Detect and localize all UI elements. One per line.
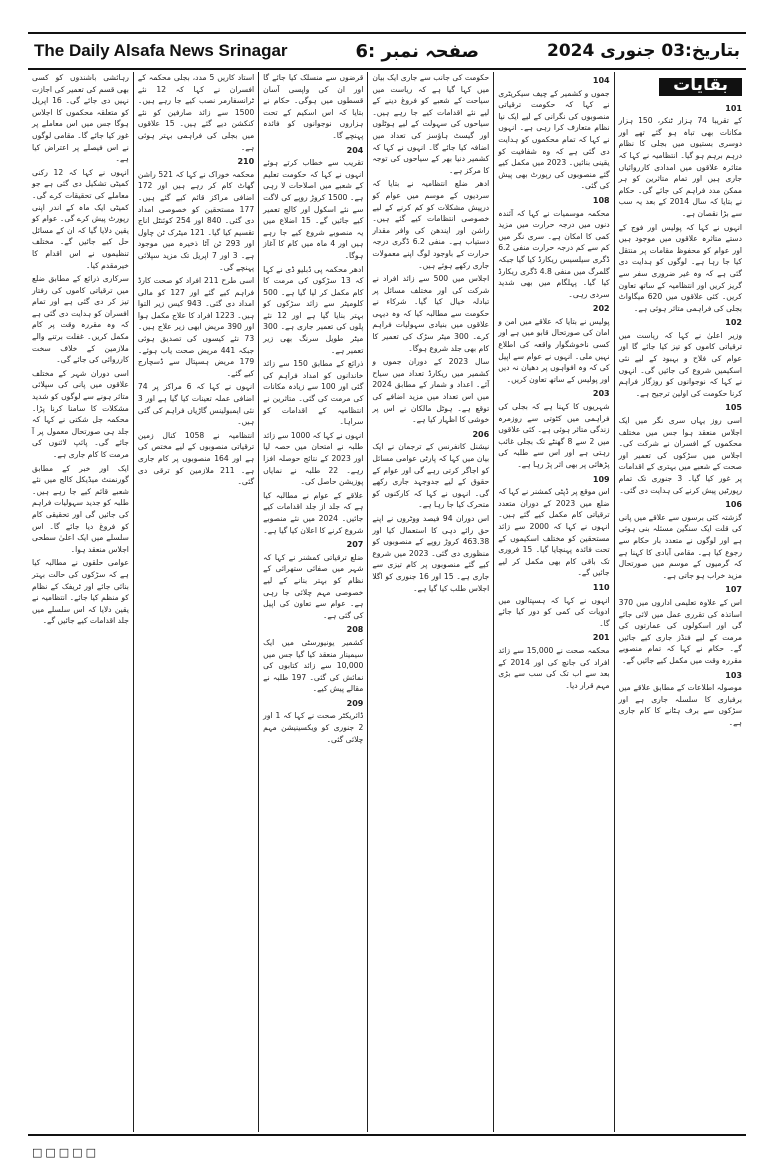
article-paragraph: ایک اور خبر کے مطابق گورنمنٹ میڈیکل کالج میں نئے شعبے قائم کیے جا رہے ہیں۔ طلبہ کو جدید سہولیات فراہم کی جائیں گی اور تحقیقی کام کو فروغ دیا جائے گا۔ اس سلسلے میں ایک اعلیٰ سطحی اجلاس منعقد ہوا۔ — [32, 463, 129, 554]
continuation-tag: 209 — [346, 698, 364, 708]
column-3 — [367, 72, 493, 1132]
column-1-items — [619, 103, 742, 729]
article-paragraph: استاد کاریں 5 مدد، بجلی محکمہ کے افسران نے کہا کہ 12 نئے ٹرانسفارمر نصب کیے جا رہے ہیں۔ 1500 سے زائد صارفین کو نئے کنکشن دیے گئے ہیں۔ 15 علاقوں میں بجلی کی فراہمی بہتر ہوئی ہے۔ — [137, 73, 255, 152]
article-columns — [28, 72, 746, 1132]
masthead — [28, 32, 746, 70]
article-paragraph: محکمہ موسمیات نے کہا کہ آئندہ دنوں میں درجہ حرارت میں مزید کمی کا امکان ہے۔ سری نگر میں کم سے کم درجہ حرارت منفی 6.2 ڈگری سیلسیس ریکارڈ کیا گیا جبکہ گلمرگ میں منفی 4.8 ڈگری ریکارڈ کیا گیا۔ پہلگام میں بھی شدید سردی رہی۔ — [498, 208, 610, 299]
article-paragraph: اسی روز یہاں سری نگر میں ایک اجلاس منعقد ہوا جس میں مختلف محکموں کے افسران نے شرکت کی۔ اجلاس میں سڑکوں کی تعمیر اور صحت کے شعبے میں بہتری کے اقدامات پر غور کیا گیا۔ 3 جنوری تک تمام رپورٹیں پیش کرنے کی ہدایت دی گئی۔ — [618, 416, 742, 495]
article-paragraph: اس دوران 94 فیصد ووٹروں نے اپنے حق رائے دہی کا استعمال کیا اور 463.38 کروڑ روپے کے منصوبوں کو منظوری دی گئی۔ 2023 میں شروع کیے گئے منصوبوں پر کام تیزی سے جاری ہے۔ 15 اور 16 جنوری کو اگلا اجلاس طلب کیا گیا ہے۔ — [372, 513, 490, 593]
article-paragraph: سرکاری ذرائع کے مطابق ضلع میں ترقیاتی کاموں کی رفتار تیز کر دی گئی ہے اور تمام افسران کو ہدایت دی گئی ہے کہ وہ مقررہ وقت پر کام مکمل کریں۔ غفلت برتنے والے ملازمین کے خلاف سخت کارروائی کی جائے گی۔ — [32, 274, 129, 365]
article-paragraph: ادھر محکمہ پی ڈبلیو ڈی نے کہا کہ 13 سڑکوں کی مرمت کا کام مکمل کر لیا گیا ہے۔ 500 کلومیٹر سے زائد سڑکوں کو بہتر بنایا گیا ہے اور 12 نئے پلوں کی تعمیر جاری ہے۔ 300 میٹر طویل سرنگ بھی زیر تعمیر ہے۔ — [263, 264, 364, 355]
article-paragraph: تقریب سے خطاب کرتے ہوئے انہوں نے کہا کہ حکومت تعلیم کے شعبے میں اصلاحات لا رہی ہے۔ 1500 کروڑ روپے کی لاگت سے نئے اسکول اور کالج تعمیر کیے جائیں گے۔ 15 اضلاع میں یہ منصوبے شروع کیے جا رہے ہیں اور 4 ماہ میں کام کا آغاز ہوگا۔ — [263, 158, 364, 260]
continuation-tag: 103 — [725, 670, 742, 680]
continuation-tag: 108 — [592, 195, 610, 205]
article-paragraph: اس کے علاوہ تعلیمی اداروں میں 370 اساتذہ کی تقرری عمل میں لائی جائے گی اور اسکولوں کی عمارتوں کی مرمت کے لیے فنڈز جاری کیے جائیں گے۔ حکام نے کہا کہ تمام منصوبے مقررہ وقت میں مکمل کیے جائیں گے۔ — [618, 597, 742, 665]
article-paragraph: ادھر ضلع انتظامیہ نے بتایا کہ سردیوں کے موسم میں عوام کو درپیش مشکلات کو کم کرنے کے لیے خصوصی انتظامات کیے گئے ہیں۔ راشن اور ایندھن کی وافر مقدار دستیاب ہے۔ منفی 6.2 ڈگری درجہ حرارت کے باوجود لوگ اپنے معمولات جاری رکھے ہوئے ہیں۔ — [372, 179, 490, 270]
article-paragraph: علاقے کے عوام نے مطالبہ کیا ہے کہ جلد از جلد اقدامات کیے جائیں۔ 2024 میں نئے منصوبے شروع کرنے کا اعلان کیا گیا ہے۔ — [263, 490, 364, 535]
continuation-tag: 210 — [237, 157, 255, 167]
article-paragraph: ضلع ترقیاتی کمشنر نے کہا کہ شہر میں صفائی ستھرائی کے نظام کو بہتر بنانے کے لیے خصوصی مہم چلائی جا رہی ہے۔ عوام سے تعاون کی اپیل کی گئی ہے۔ — [263, 552, 364, 620]
article-paragraph: انہوں نے کہا کہ 12 رکنی کمیٹی تشکیل دی گئی ہے جو معاملے کی تحقیقات کرے گی۔ کمیٹی ایک ماہ کے اندر اپنی رپورٹ پیش کرے گی۔ عوام کو یقین دلایا گیا کہ ان کے مسائل حل کیے جائیں گے۔ مختلف تنظیموں نے اس اقدام کا خیرمقدم کیا۔ — [32, 167, 129, 270]
article-paragraph: کے تقریبا 74 ہزار ٹنکر، 150 ہزار مکانات بھی تباہ ہو گئے تھے اور دوسری بستیوں میں بجلی کا نظام درہم برہم ہو گیا۔ انتظامیہ نے کہا کہ متاثرہ علاقوں میں امدادی کارروائیاں جاری ہیں اور تمام متاثرین کو ہر ممکن مدد فراہم کی جائے گی۔ حکام نے بتایا کہ سال 2014 کے بعد یہ سب سے بڑا نقصان ہے۔ — [618, 116, 742, 218]
continuation-tag: 107 — [725, 585, 742, 595]
article-paragraph: انہوں نے کہا کہ پولیس اور فوج کے دستے متاثرہ علاقوں میں موجود ہیں اور عوام کو محفوظ مقامات پر منتقل کیا جا رہا ہے۔ لوگوں کو ہدایت دی گئی ہے کہ وہ غیر ضروری سفر سے گریز کریں اور انتظامیہ کے ساتھ تعاون کریں۔ کئی علاقوں میں 620 میگاواٹ بجلی کی فراہمی متاثر ہوئی ہے۔ — [618, 222, 742, 313]
continuation-tag: 207 — [346, 540, 364, 550]
article-paragraph: پولیس نے بتایا کہ علاقے میں امن و امان کی صورتحال قابو میں ہے اور کسی ناخوشگوار واقعہ کی اطلاع نہیں ملی۔ انہوں نے عوام سے اپیل کی کہ وہ افواہوں پر دھیان نہ دیں اور پولیس کے ساتھ تعاون کریں۔ — [498, 316, 610, 384]
article-paragraph: ڈائریکٹر صحت نے کہا کہ 1 اور 2 جنوری کو ویکسینیشن مہم چلائی گئی۔ — [263, 711, 364, 744]
section-banner: بقایات — [659, 78, 742, 96]
bottom-rule — [28, 1134, 746, 1136]
article-paragraph: اس موقع پر ڈپٹی کمشنر نے کہا کہ ضلع میں 2023 کے دوران متعدد ترقیاتی کام مکمل کیے گئے ہیں۔ انہوں نے کہا کہ 2000 سے زائد مستحقین کو مختلف اسکیموں کے تحت فائدہ پہنچایا گیا۔ 15 فروری تک باقی کام بھی مکمل کر لیے جائیں گے۔ — [498, 487, 610, 578]
continuation-tag: 102 — [725, 318, 742, 328]
article-paragraph: اجلاس میں 500 سے زائد افراد نے شرکت کی اور مختلف مسائل پر تبادلہ خیال کیا گیا۔ شرکاء نے حکومت سے مطالبہ کیا کہ وہ دیہی علاقوں میں بنیادی سہولیات فراہم کرے۔ 300 میٹر سڑک کی تعمیر کا کام بھی جلد شروع ہوگا۔ — [372, 274, 490, 353]
footer-marks: □□□□□ — [32, 1146, 99, 1159]
article-paragraph: گزشتہ کئی برسوں سے علاقے میں پانی کی قلت ایک سنگین مسئلہ بنی ہوئی ہے اور لوگوں نے متعدد بار حکام سے رجوع کیا ہے۔ مقامی آبادی کا کہنا ہے کہ گرمیوں کے موسم میں صورتحال مزید خراب ہو جاتی ہے۔ — [618, 512, 742, 580]
continuation-tag: 105 — [725, 403, 742, 413]
page-number-label: صفحہ نمبر :6 — [355, 40, 480, 62]
article-paragraph: انتظامیہ نے 1058 کنال زمین ترقیاتی منصوبوں کے لیے مختص کی ہے اور 164 منصوبوں پر کام جاری ہے۔ 211 ملازمین کو ترقی دی گئی۔ — [137, 430, 255, 487]
article-paragraph: محکمہ خوراک نے کہا کہ 521 راشن گھاٹ کام کر رہے ہیں اور 172 اضافی مراکز قائم کیے گئے ہیں۔ 177 مستحقین کو خصوصی امداد دی گئی۔ 840 اور 254 کوئنٹل اناج تقسیم کیا گیا۔ 121 میٹرک ٹن چاول اور 293 ٹن آٹا ذخیرہ میں موجود ہے۔ 3 اور 7 اپریل تک مزید سپلائی پہنچے گی۔ — [137, 169, 255, 272]
issue-date: بتاریخ:03 جنوری 2024 — [546, 41, 740, 61]
column-1 — [614, 72, 746, 1132]
continuation-tag: 202 — [592, 304, 610, 314]
column-4 — [258, 72, 367, 1132]
column-5 — [133, 72, 258, 1132]
article-paragraph: انہوں نے کہا کہ ہسپتالوں میں ادویات کی کمی کو دور کیا جائے گا۔ — [498, 595, 610, 628]
continuation-tag: 106 — [725, 500, 742, 510]
article-paragraph: حکومت کی جانب سے جاری ایک بیان میں کہا گیا ہے کہ ریاست میں سیاحت کے شعبے کو فروغ دینے کے لیے نئے اقدامات کیے جا رہے ہیں۔ سیاحوں کی سہولت کے لیے ہوٹلوں اور گیسٹ ہاؤسز کی تعداد میں اضافہ کیا جائے گا۔ انہوں نے کہا کہ کشمیر دنیا بھر کے سیاحوں کی توجہ کا مرکز ہے۔ — [372, 73, 490, 175]
article-paragraph: انہوں نے کہا کہ 1000 سے زائد طلبہ نے امتحان میں حصہ لیا اور 2023 کے نتائج حوصلہ افزا رہے۔ 22 طلبہ نے نمایاں پوزیشن حاصل کی۔ — [263, 430, 364, 487]
continuation-tag: 204 — [346, 145, 364, 155]
article-paragraph: جموں و کشمیر کے چیف سیکریٹری نے کہا کہ حکومت ترقیاتی منصوبوں کی نگرانی کے لیے ایک نیا نظام متعارف کرا رہی ہے۔ انہوں نے کہا کہ تمام محکموں کو ہدایت دی گئی ہے کہ وہ شفافیت کو یقینی بنائیں۔ 2023 میں مکمل کیے گئے منصوبوں کی رپورٹ بھی پیش کی گئی۔ — [498, 88, 610, 191]
newspaper-name: The Daily Alsafa News Srinagar — [34, 41, 288, 60]
continuation-tag: 110 — [592, 582, 610, 592]
article-paragraph: محکمہ صحت نے 15,000 سے زائد افراد کی جانچ کی اور 2014 کے بعد سے اب تک کی سب سے بڑی مہم قرار دیا۔ — [498, 645, 610, 690]
column-2 — [493, 72, 613, 1132]
continuation-tag: 104 — [592, 76, 610, 85]
article-paragraph: شہریوں کا کہنا ہے کہ بجلی کی فراہمی میں کٹوتی سے روزمرہ زندگی متاثر ہوئی ہے۔ کئی علاقوں میں 2 سے 8 گھنٹے تک بجلی غائب رہتی ہے اور اس سے طلبہ کی پڑھائی پر بھی اثر پڑ رہا ہے۔ — [498, 402, 610, 469]
article-paragraph: اسی دوران شہر کے مختلف علاقوں میں پانی کی سپلائی متاثر ہونے سے لوگوں کو شدید مشکلات کا سامنا کرنا پڑا۔ محکمہ جل شکتی نے کہا کہ جلد ہی صورتحال معمول پر آ جائے گی۔ پائپ لائنوں کی مرمت کا کام جاری ہے۔ — [32, 368, 129, 459]
continuation-tag: 206 — [472, 429, 490, 439]
column-6 — [28, 72, 133, 1132]
article-paragraph: انہوں نے کہا کہ 6 مراکز پر 74 اضافی عملہ تعینات کیا گیا ہے اور 3 نئی ایمبولینس گاڑیاں فراہم کی گئی ہیں۔ — [137, 382, 255, 427]
article-paragraph: نیشنل کانفرنس کے ترجمان نے ایک بیان میں کہا کہ پارٹی عوامی مسائل کو اجاگر کرتی رہے گی اور عوام کے حقوق کے لیے جدوجہد جاری رکھے گی۔ انہوں نے کہا کہ کارکنوں کو متحرک کیا جا رہا ہے۔ — [372, 442, 490, 510]
article-paragraph: وزیر اعلیٰ نے کہا کہ ریاست میں ترقیاتی کاموں کو تیز کیا جائے گا اور عوام کی فلاح و بہبود کے لیے نئی اسکیمیں شروع کی جائیں گی۔ انہوں نے کہا کہ نوجوانوں کو روزگار فراہم کرنا حکومت کی اولین ترجیح ہے۔ — [618, 330, 742, 398]
continuation-tag: 203 — [592, 389, 610, 399]
article-paragraph: قرضوں سے منسلک کیا جائے گا اور ان کی واپسی آسان قسطوں میں ہوگی۔ حکام نے بتایا کہ اس اسکیم کے تحت ہزاروں نوجوانوں کو فائدہ پہنچے گا۔ — [263, 73, 364, 140]
article-paragraph: اسی طرح 211 افراد کو صحت کارڈ فراہم کیے گئے اور 127 کو مالی امداد دی گئی۔ 943 کیس زیر التوا ہیں۔ 1223 افراد کا علاج مکمل ہوا اور 390 مریض ابھی زیر علاج ہیں۔ 73 نئے کیسوں کی تصدیق ہوئی جبکہ 441 مریض صحت یاب ہوئے۔ 179 مریض ہسپتال سے ڈسچارج کیے گئے۔ — [137, 276, 255, 378]
continuation-tag: 109 — [592, 474, 610, 484]
article-paragraph: رہائشی باشندوں کو کسی بھی قسم کی تعمیر کی اجازت نہیں دی جائے گی۔ 16 اپریل کو متعلقہ محکموں کا اجلاس ہوگا جس میں اس معاملے پر غور کیا جائے گا۔ مقامی لوگوں نے اس فیصلے پر اعتراض کیا ہے۔ — [32, 73, 129, 164]
article-paragraph: ذرائع کے مطابق 150 سے زائد خاندانوں کو امداد فراہم کی گئی اور 100 سے زیادہ مکانات کی مرمت کی گئی۔ متاثرین نے انتظامیہ کے اقدامات کو سراہا۔ — [263, 359, 364, 427]
continuation-tag: 208 — [346, 625, 364, 635]
continuation-tag: 201 — [592, 633, 610, 643]
continuation-tag: 101 — [725, 103, 742, 113]
article-paragraph: موصولہ اطلاعات کے مطابق علاقے میں برفباری کا سلسلہ جاری ہے اور سڑکوں سے برف ہٹانے کا کام جاری ہے۔ — [618, 683, 742, 727]
article-paragraph: کشمیر یونیورسٹی میں ایک سیمینار منعقد کیا گیا جس میں 10,000 سے زائد کتابوں کی نمائش کی گئی۔ 197 طلبہ نے مقالے پیش کیے۔ — [263, 637, 364, 694]
article-paragraph: عوامی حلقوں نے مطالبہ کیا ہے کہ سڑکوں کی حالت بہتر بنائی جائے اور ٹریفک کے نظام کو منظم کیا جائے۔ انتظامیہ نے یقین دلایا کہ اس سلسلے میں جلد اقدامات کیے جائیں گے۔ — [32, 558, 129, 626]
article-paragraph: سال 2023 کے دوران جموں و کشمیر میں ریکارڈ تعداد میں سیاح آئے۔ اعداد و شمار کے مطابق 2024 میں اس تعداد میں مزید اضافے کی توقع ہے۔ ہوٹل مالکان نے اس پر خوشی کا اظہار کیا ہے۔ — [372, 357, 490, 425]
